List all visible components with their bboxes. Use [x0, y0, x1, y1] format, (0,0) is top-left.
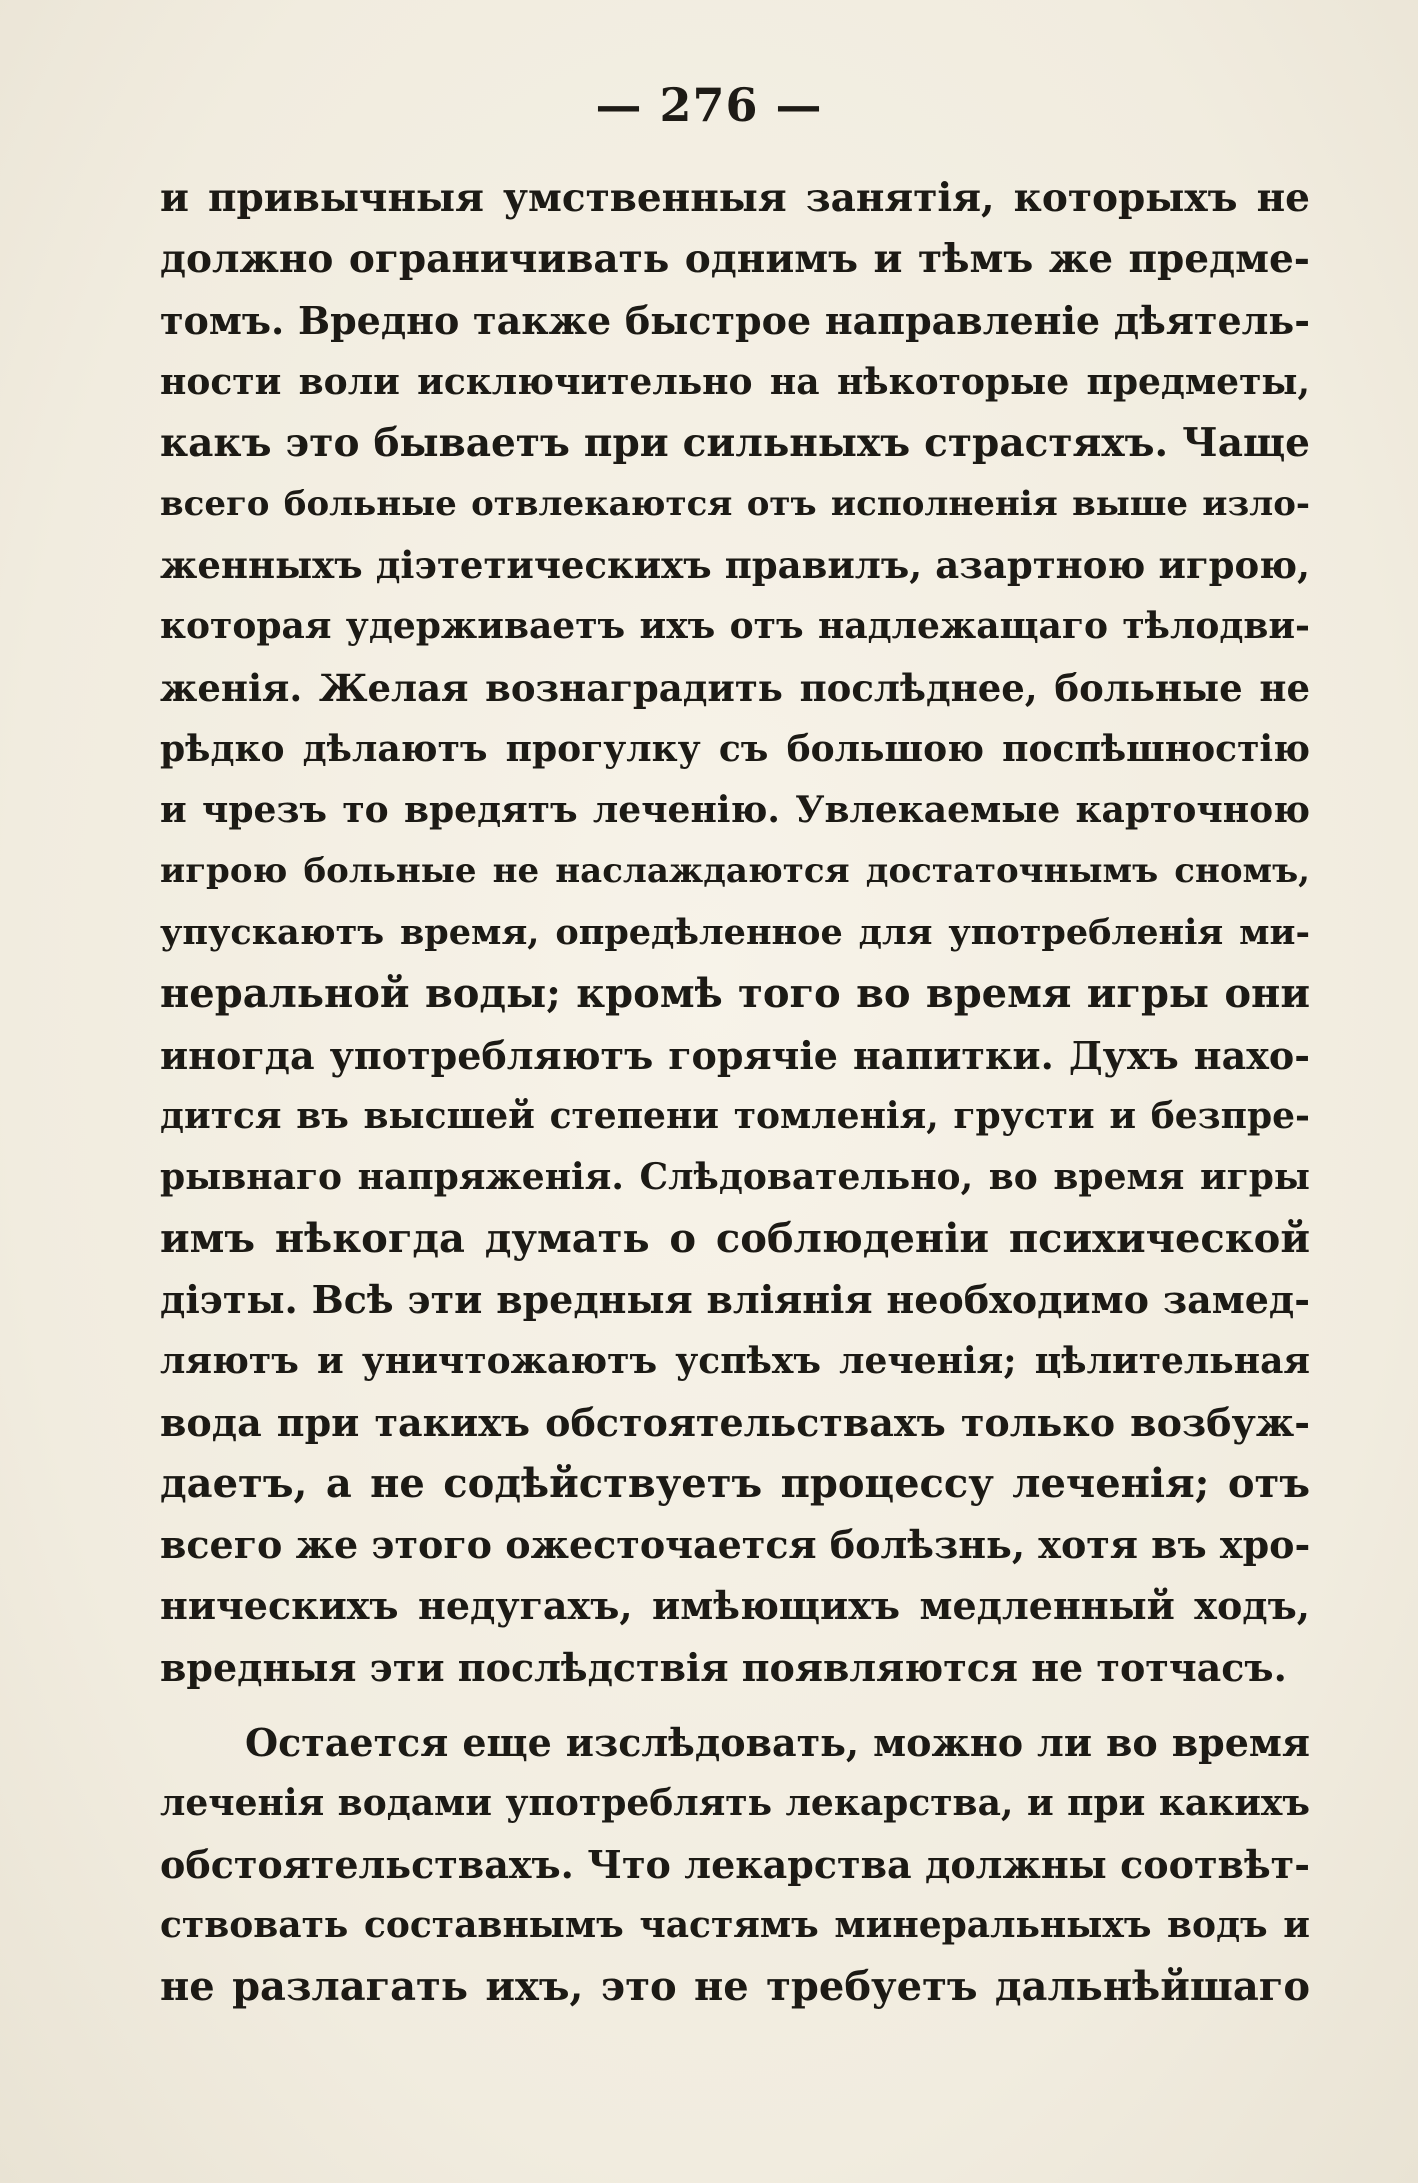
text-line: вредныя эти послѣдствія появляются не тотчасъ. — [160, 1644, 1287, 1690]
text-line: дится въ высшей степени томленія, грусти и безпре- — [160, 1094, 1310, 1137]
text-line: ляютъ и уничтожаютъ успѣхъ леченія; цѣлительная — [160, 1339, 1310, 1382]
text-line: игрою больные не наслаждаются достаточнымъ сномъ, — [160, 851, 1310, 892]
paragraph-2 — [160, 1712, 1310, 2018]
text-line: и привычныя умственныя занятія, которыхъ не — [160, 175, 1310, 221]
text-line: всего больные отвлекаются отъ исполненія выше изло- — [160, 483, 1310, 524]
text-line: которая удерживаетъ ихъ отъ надлежащаго тѣлодви- — [160, 605, 1310, 648]
page-number: — 276 — — [595, 78, 823, 132]
text-line: всего же этого ожесточается болѣзнь, хотя въ хро- — [160, 1522, 1310, 1568]
text-line: какъ это бываетъ при сильныхъ страстяхъ. Чаще — [160, 419, 1310, 466]
paragraph-1 — [160, 168, 1310, 1698]
text-line: вода при такихъ обстоятельствахъ только возбуж- — [160, 1399, 1310, 1445]
text-line: должно ограничивать однимъ и тѣмъ же предме- — [160, 236, 1310, 283]
text-line: обстоятельствахъ. Что лекарства должны соотвѣт- — [160, 1842, 1310, 1888]
text-line: рывнаго напряженія. Слѣдовательно, во время игры — [160, 1156, 1310, 1198]
text-line: леченія водами употреблять лекарства, и при какихъ — [160, 1781, 1310, 1824]
text-line: томъ. Вредно также быстрое направленіе дѣятель- — [160, 298, 1310, 344]
text-line: ности воли исключительно на нѣкоторые предметы, — [160, 360, 1310, 403]
text-line: даетъ, а не содѣйствуетъ процессу леченія; отъ — [160, 1459, 1310, 1507]
text-line: ническихъ недугахъ, имѣющихъ медленный ходъ, — [160, 1583, 1310, 1629]
text-line: и чрезъ то вредятъ леченію. Увлекаемые карточною — [160, 788, 1310, 831]
text-line: не разлагать ихъ, это не требуетъ дальнѣйшаго — [160, 1963, 1310, 2011]
text-line: женія. Желая вознаградить послѣднее, больные не — [160, 665, 1310, 710]
text-line: иногда употребляютъ горячіе напитки. Духъ нахо- — [160, 1032, 1310, 1078]
text-line: ствовать составнымъ частямъ минеральныхъ водъ и — [160, 1904, 1310, 1947]
text-line: Остается еще изслѣдовать, можно ли во время — [245, 1719, 1310, 1765]
text-line: упускаютъ время, опредѣленное для употребленія ми- — [160, 912, 1310, 954]
body-text — [160, 168, 1310, 2018]
text-line: женныхъ діэтетическихъ правилъ, азартною игрою, — [160, 543, 1310, 588]
text-line: рѣдко дѣлаютъ прогулку съ большою поспѣшностію — [160, 727, 1310, 770]
text-line: имъ нѣкогда думать о соблюденіи психической — [160, 1215, 1310, 1263]
text-line: неральной воды; кромѣ того во время игры они — [160, 970, 1310, 1018]
paragraph-gap — [160, 1698, 1310, 1712]
text-line: діэты. Всѣ эти вредныя вліянія необходимо замед- — [160, 1277, 1310, 1323]
